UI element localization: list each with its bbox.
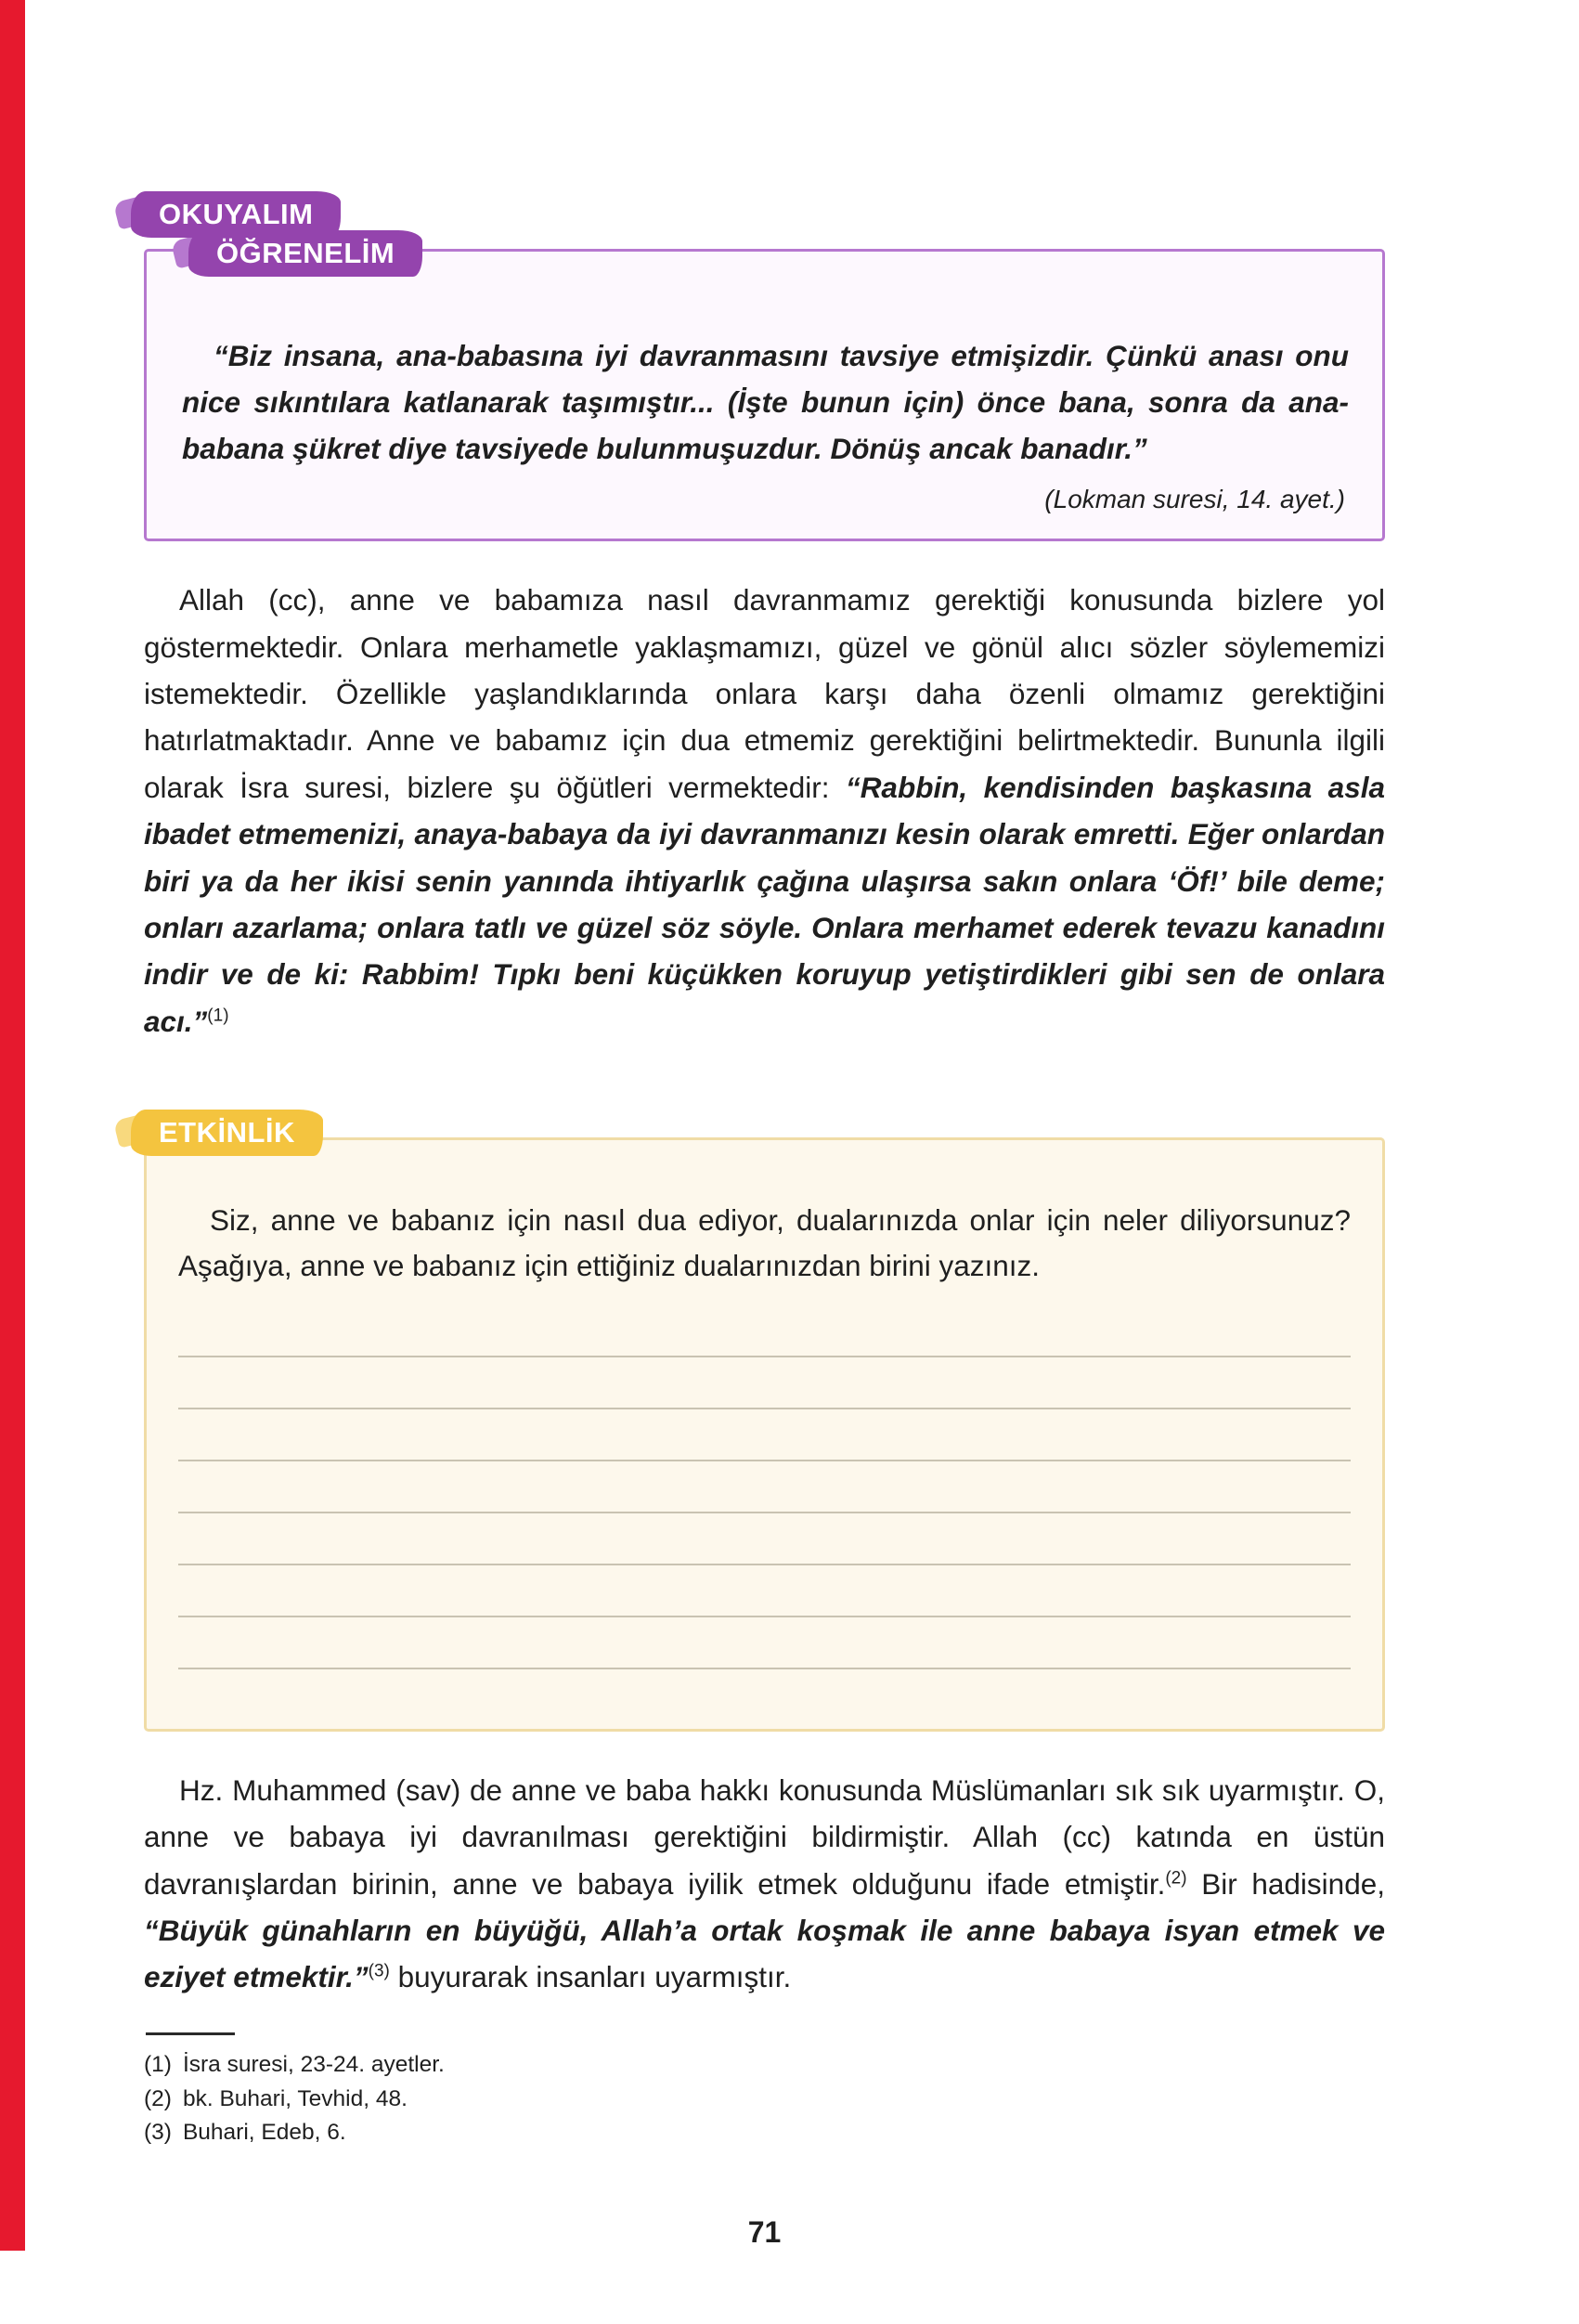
page-number: 71 [747,2215,782,2250]
paragraph2-hadith-quote: “Büyük günahların en büyüğü, Allah’a ortak koşmak ile anne babaya isyan etmek ve eziyet etmektir.” [144,1914,1385,1994]
footnote-ref-1: (1) [207,1006,229,1026]
page-edge-red-bar [0,0,25,2251]
ayet-quote-text: “Biz insana, ana-babasına iyi davranmasını tavsiye etmişizdir. Çünkü anası onu nice sıkıntılara katlanarak taşımıştır... (İşte bunun için) önce bana, sonra da ana-babana şükret diye tavsiyede bulunmuşuzdur. Dönüş ancak banadır.” [182,339,1349,465]
etkinlik-section [144,1116,1385,1732]
ayet-quote-source: (Lokman suresi, 14. ayet.) [1044,485,1345,514]
paragraph2-part3: buyurarak insanları uyarmıştır. [389,1960,792,1994]
body-paragraph-1 [144,577,1385,1045]
footnote-text: İsra suresi, 23-24. ayetler. [182,2051,445,2077]
writing-line [178,1565,1351,1617]
footnote-marker: (1) [144,2051,172,2077]
footnote-text: bk. Buhari, Tevhid, 48. [182,2085,408,2111]
badge-line-etkinlik: ETKİNLİK [131,1110,323,1156]
footnote-divider [146,2032,235,2035]
paragraph2-part2: Bir hadisinde, [1186,1866,1385,1901]
writing-line [178,1409,1351,1461]
page-content [144,0,1385,2324]
activity-prompt: Siz, anne ve babanız için nasıl dua ediyor, dualarınızda onlar için neler diliyorsunuz? Aşağıya, anne ve babanız için ettiğiniz dualarınızdan birini yazınız. [178,1203,1351,1283]
activity-box [144,1137,1385,1732]
writing-line [178,1513,1351,1565]
paragraph1-intro: Allah (cc), anne ve babamıza nasıl davranmamız gerektiği konusunda bizlere yol göstermektedir. Onlara merhametle yaklaşmamızı, güzel ve gönül alıcı sözler söylememizi istemektedir. Özellikle yaşlandıklarında onlara karşı daha özenli olmamız gerektiğini hatırlatmaktadır. Anne ve babamız için dua etmemiz gerektiğini belirtmektedir. Bununla ilgili olarak İsra suresi, bizlere şu öğütleri vermektedir: [144,583,1385,804]
footnote-ref-2: (2) [1165,1868,1187,1889]
footnote-text: Buhari, Edeb, 6. [182,2120,346,2146]
footnote-item [144,2116,1385,2150]
badge-line-okuyalim: OKUYALIM [131,191,341,238]
footnote-item [144,2048,1385,2083]
writing-line [178,1461,1351,1513]
writing-lines [178,1305,1351,1669]
footnote-marker: (2) [144,2085,172,2111]
etkinlik-badge [131,1110,323,1156]
writing-line [178,1617,1351,1669]
okuyalim-ogrenelim-badge [131,191,422,277]
ayet-quote-box [144,249,1385,541]
writing-line [178,1357,1351,1409]
footnote-ref-3: (3) [368,1961,390,1981]
body-paragraph-2 [144,1767,1385,2001]
footnote-marker: (3) [144,2120,172,2146]
footnotes [144,2032,1385,2150]
okuyalim-section [144,198,1385,541]
paragraph2-part1: Hz. Muhammed (sav) de anne ve baba hakkı konusunda Müslümanları sık sık uyarmıştır. O, anne ve babaya iyi davranılması gerektiğini bildirmiştir. Allah (cc) katında en üstün davranışlardan birinin, anne ve babaya iyilik etmek olduğunu ifade etmiştir. [144,1772,1385,1901]
badge-line-ogrenelim: ÖĞRENELİM [188,230,422,277]
paragraph1-ayet-quote: “Rabbin, kendisinden başkasına asla ibadet etmemenizi, anaya-babaya da iyi davranmanızı kesin olarak emretti. Eğer onlardan biri ya da her ikisi senin yanında ihtiyarlık çağına ulaşırsa sakın onlara ‘Öf!’ bile deme; onları azarlama; onlara tatlı ve güzel söz söyle. Onlara merhamet ederek tevazu kanadını indir ve de ki: Rabbim! Tıpkı beni küçükken koruyup yetiştirdikleri gibi sen de onlara acı.” [144,770,1385,1038]
footnote-item [144,2083,1385,2117]
writing-line [178,1305,1351,1357]
